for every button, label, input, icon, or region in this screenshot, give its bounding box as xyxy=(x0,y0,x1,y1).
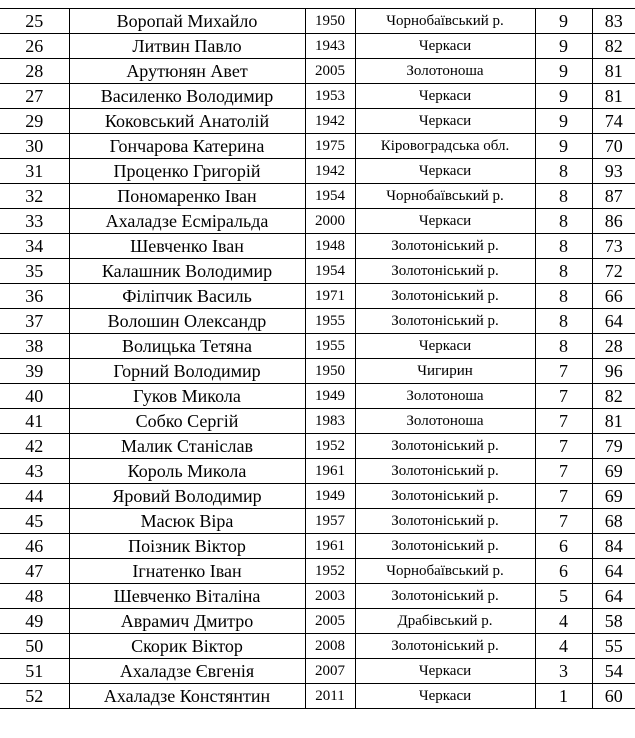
points-cell: 1 xyxy=(535,684,592,709)
location-cell: Золотоноша xyxy=(355,59,535,84)
tiebreak-score-cell: 79 xyxy=(592,434,635,459)
tiebreak-score-cell: 86 xyxy=(592,209,635,234)
tiebreak-score-cell: 84 xyxy=(592,534,635,559)
tiebreak-score-cell: 69 xyxy=(592,459,635,484)
birth-year-cell: 1952 xyxy=(305,559,355,584)
points-cell: 9 xyxy=(535,9,592,34)
points-cell: 4 xyxy=(535,634,592,659)
points-cell: 6 xyxy=(535,534,592,559)
points-cell: 4 xyxy=(535,609,592,634)
table-row xyxy=(0,184,635,209)
birth-year-cell: 1957 xyxy=(305,509,355,534)
points-cell: 7 xyxy=(535,409,592,434)
table-row xyxy=(0,34,635,59)
tiebreak-score-cell: 70 xyxy=(592,134,635,159)
table-row xyxy=(0,384,635,409)
location-cell: Золотоніський р. xyxy=(355,259,535,284)
results-table-body xyxy=(0,9,635,709)
participant-name-cell: Горний Володимир xyxy=(69,359,305,384)
birth-year-cell: 1961 xyxy=(305,459,355,484)
row-number-cell: 49 xyxy=(0,609,69,634)
table-row xyxy=(0,534,635,559)
birth-year-cell: 2007 xyxy=(305,659,355,684)
table-row xyxy=(0,134,635,159)
points-cell: 9 xyxy=(535,134,592,159)
row-number-cell: 38 xyxy=(0,334,69,359)
table-row xyxy=(0,109,635,134)
birth-year-cell: 1953 xyxy=(305,84,355,109)
tiebreak-score-cell: 54 xyxy=(592,659,635,684)
location-cell: Золотоніський р. xyxy=(355,584,535,609)
row-number-cell: 50 xyxy=(0,634,69,659)
table-row xyxy=(0,259,635,284)
tiebreak-score-cell: 74 xyxy=(592,109,635,134)
row-number-cell: 37 xyxy=(0,309,69,334)
birth-year-cell: 1942 xyxy=(305,159,355,184)
table-row xyxy=(0,234,635,259)
tiebreak-score-cell: 82 xyxy=(592,384,635,409)
row-number-cell: 31 xyxy=(0,159,69,184)
row-number-cell: 40 xyxy=(0,384,69,409)
row-number-cell: 26 xyxy=(0,34,69,59)
location-cell: Золотоніський р. xyxy=(355,284,535,309)
participant-name-cell: Яровий Володимир xyxy=(69,484,305,509)
participant-name-cell: Ігнатенко Іван xyxy=(69,559,305,584)
tiebreak-score-cell: 87 xyxy=(592,184,635,209)
birth-year-cell: 1943 xyxy=(305,34,355,59)
location-cell: Чорнобаївський р. xyxy=(355,9,535,34)
participant-name-cell: Шевченко Віталіна xyxy=(69,584,305,609)
row-number-cell: 51 xyxy=(0,659,69,684)
points-cell: 8 xyxy=(535,184,592,209)
row-number-cell: 47 xyxy=(0,559,69,584)
birth-year-cell: 2008 xyxy=(305,634,355,659)
points-cell: 7 xyxy=(535,459,592,484)
birth-year-cell: 1971 xyxy=(305,284,355,309)
row-number-cell: 45 xyxy=(0,509,69,534)
tiebreak-score-cell: 73 xyxy=(592,234,635,259)
table-row xyxy=(0,459,635,484)
participant-name-cell: Коковський Анатолій xyxy=(69,109,305,134)
participant-name-cell: Ахаладзе Євгенія xyxy=(69,659,305,684)
row-number-cell: 46 xyxy=(0,534,69,559)
location-cell: Чорнобаївський р. xyxy=(355,184,535,209)
points-cell: 8 xyxy=(535,334,592,359)
table-row xyxy=(0,509,635,534)
tiebreak-score-cell: 93 xyxy=(592,159,635,184)
participant-name-cell: Собко Сергій xyxy=(69,409,305,434)
row-number-cell: 35 xyxy=(0,259,69,284)
birth-year-cell: 2003 xyxy=(305,584,355,609)
tiebreak-score-cell: 58 xyxy=(592,609,635,634)
row-number-cell: 30 xyxy=(0,134,69,159)
participant-name-cell: Волицька Тетяна xyxy=(69,334,305,359)
location-cell: Черкаси xyxy=(355,109,535,134)
participant-name-cell: Арутюнян Авет xyxy=(69,59,305,84)
participant-name-cell: Король Микола xyxy=(69,459,305,484)
points-cell: 9 xyxy=(535,34,592,59)
tiebreak-score-cell: 81 xyxy=(592,84,635,109)
row-number-cell: 42 xyxy=(0,434,69,459)
birth-year-cell: 2005 xyxy=(305,59,355,84)
row-number-cell: 52 xyxy=(0,684,69,709)
location-cell: Золотоніський р. xyxy=(355,509,535,534)
row-number-cell: 27 xyxy=(0,84,69,109)
tiebreak-score-cell: 72 xyxy=(592,259,635,284)
table-row xyxy=(0,584,635,609)
birth-year-cell: 1950 xyxy=(305,9,355,34)
table-row xyxy=(0,309,635,334)
table-row xyxy=(0,9,635,34)
location-cell: Золотоніський р. xyxy=(355,234,535,259)
birth-year-cell: 1975 xyxy=(305,134,355,159)
birth-year-cell: 1955 xyxy=(305,334,355,359)
row-number-cell: 43 xyxy=(0,459,69,484)
row-number-cell: 25 xyxy=(0,9,69,34)
location-cell: Золотоноша xyxy=(355,409,535,434)
participant-name-cell: Калашник Володимир xyxy=(69,259,305,284)
row-number-cell: 29 xyxy=(0,109,69,134)
tiebreak-score-cell: 28 xyxy=(592,334,635,359)
location-cell: Черкаси xyxy=(355,684,535,709)
birth-year-cell: 1954 xyxy=(305,184,355,209)
points-cell: 7 xyxy=(535,484,592,509)
row-number-cell: 41 xyxy=(0,409,69,434)
tiebreak-score-cell: 68 xyxy=(592,509,635,534)
table-row xyxy=(0,159,635,184)
participant-name-cell: Литвин Павло xyxy=(69,34,305,59)
points-cell: 7 xyxy=(535,509,592,534)
birth-year-cell: 2005 xyxy=(305,609,355,634)
birth-year-cell: 1949 xyxy=(305,484,355,509)
tiebreak-score-cell: 64 xyxy=(592,584,635,609)
table-row xyxy=(0,209,635,234)
table-row xyxy=(0,559,635,584)
row-number-cell: 34 xyxy=(0,234,69,259)
tiebreak-score-cell: 83 xyxy=(592,9,635,34)
points-cell: 7 xyxy=(535,434,592,459)
location-cell: Черкаси xyxy=(355,334,535,359)
birth-year-cell: 1950 xyxy=(305,359,355,384)
row-number-cell: 44 xyxy=(0,484,69,509)
points-cell: 9 xyxy=(535,59,592,84)
location-cell: Черкаси xyxy=(355,659,535,684)
table-row xyxy=(0,359,635,384)
birth-year-cell: 2000 xyxy=(305,209,355,234)
tiebreak-score-cell: 55 xyxy=(592,634,635,659)
points-cell: 8 xyxy=(535,284,592,309)
row-number-cell: 28 xyxy=(0,59,69,84)
location-cell: Черкаси xyxy=(355,159,535,184)
location-cell: Золотоніський р. xyxy=(355,459,535,484)
row-number-cell: 36 xyxy=(0,284,69,309)
points-cell: 8 xyxy=(535,159,592,184)
participant-name-cell: Скорик Віктор xyxy=(69,634,305,659)
birth-year-cell: 1954 xyxy=(305,259,355,284)
birth-year-cell: 1952 xyxy=(305,434,355,459)
participant-name-cell: Малик Станіслав xyxy=(69,434,305,459)
tiebreak-score-cell: 81 xyxy=(592,59,635,84)
table-row xyxy=(0,434,635,459)
birth-year-cell: 2011 xyxy=(305,684,355,709)
participant-name-cell: Масюк Віра xyxy=(69,509,305,534)
points-cell: 9 xyxy=(535,109,592,134)
table-row xyxy=(0,59,635,84)
participant-name-cell: Філіпчик Василь xyxy=(69,284,305,309)
location-cell: Драбівський р. xyxy=(355,609,535,634)
participant-name-cell: Проценко Григорій xyxy=(69,159,305,184)
points-cell: 8 xyxy=(535,209,592,234)
participant-name-cell: Гуков Микола xyxy=(69,384,305,409)
participant-name-cell: Василенко Володимир xyxy=(69,84,305,109)
participant-name-cell: Волошин Олександр xyxy=(69,309,305,334)
results-table xyxy=(0,8,635,709)
birth-year-cell: 1955 xyxy=(305,309,355,334)
location-cell: Черкаси xyxy=(355,84,535,109)
tiebreak-score-cell: 60 xyxy=(592,684,635,709)
table-row xyxy=(0,484,635,509)
tiebreak-score-cell: 82 xyxy=(592,34,635,59)
participant-name-cell: Аврамич Дмитро xyxy=(69,609,305,634)
participant-name-cell: Шевченко Іван xyxy=(69,234,305,259)
participant-name-cell: Гончарова Катерина xyxy=(69,134,305,159)
table-row xyxy=(0,684,635,709)
participant-name-cell: Пономаренко Іван xyxy=(69,184,305,209)
points-cell: 9 xyxy=(535,84,592,109)
row-number-cell: 39 xyxy=(0,359,69,384)
birth-year-cell: 1942 xyxy=(305,109,355,134)
points-cell: 8 xyxy=(535,309,592,334)
table-row xyxy=(0,609,635,634)
table-row xyxy=(0,334,635,359)
participant-name-cell: Воропай Михайло xyxy=(69,9,305,34)
tiebreak-score-cell: 69 xyxy=(592,484,635,509)
participant-name-cell: Ахаладзе Констянтин xyxy=(69,684,305,709)
location-cell: Золотоніський р. xyxy=(355,309,535,334)
tiebreak-score-cell: 81 xyxy=(592,409,635,434)
table-row xyxy=(0,659,635,684)
location-cell: Золотоніський р. xyxy=(355,434,535,459)
table-row xyxy=(0,284,635,309)
participant-name-cell: Поізник Віктор xyxy=(69,534,305,559)
row-number-cell: 48 xyxy=(0,584,69,609)
points-cell: 7 xyxy=(535,359,592,384)
location-cell: Золотоніський р. xyxy=(355,634,535,659)
birth-year-cell: 1949 xyxy=(305,384,355,409)
location-cell: Кіровоградська обл. xyxy=(355,134,535,159)
tiebreak-score-cell: 64 xyxy=(592,559,635,584)
row-number-cell: 32 xyxy=(0,184,69,209)
birth-year-cell: 1948 xyxy=(305,234,355,259)
location-cell: Черкаси xyxy=(355,34,535,59)
tiebreak-score-cell: 96 xyxy=(592,359,635,384)
tiebreak-score-cell: 66 xyxy=(592,284,635,309)
points-cell: 8 xyxy=(535,259,592,284)
table-row xyxy=(0,84,635,109)
participant-name-cell: Ахаладзе Есміральда xyxy=(69,209,305,234)
location-cell: Черкаси xyxy=(355,209,535,234)
points-cell: 7 xyxy=(535,384,592,409)
table-row xyxy=(0,409,635,434)
location-cell: Чигирин xyxy=(355,359,535,384)
table-row xyxy=(0,634,635,659)
birth-year-cell: 1983 xyxy=(305,409,355,434)
row-number-cell: 33 xyxy=(0,209,69,234)
location-cell: Золотоніський р. xyxy=(355,484,535,509)
location-cell: Золотоніський р. xyxy=(355,534,535,559)
points-cell: 3 xyxy=(535,659,592,684)
points-cell: 8 xyxy=(535,234,592,259)
points-cell: 5 xyxy=(535,584,592,609)
points-cell: 6 xyxy=(535,559,592,584)
location-cell: Золотоноша xyxy=(355,384,535,409)
birth-year-cell: 1961 xyxy=(305,534,355,559)
tiebreak-score-cell: 64 xyxy=(592,309,635,334)
location-cell: Чорнобаївський р. xyxy=(355,559,535,584)
